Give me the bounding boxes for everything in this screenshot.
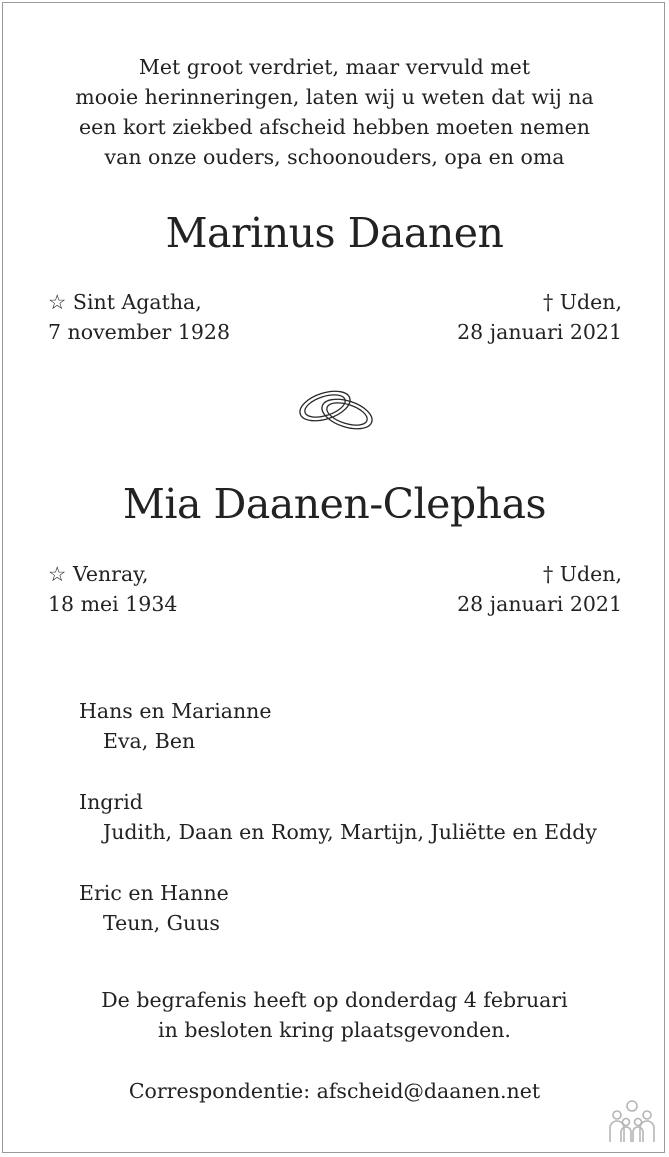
death-place: † Uden, xyxy=(542,290,622,314)
death-place: † Uden, xyxy=(542,562,622,586)
death-date: 28 januari 2021 xyxy=(457,592,622,616)
family-head: Eric en Hanne xyxy=(79,881,229,905)
birth-date: 7 november 1928 xyxy=(48,320,230,344)
family-people-icon xyxy=(606,1098,658,1144)
family-group xyxy=(79,787,639,847)
family-group xyxy=(79,696,639,756)
funeral-line: De begrafenis heeft op donderdag 4 februari xyxy=(101,988,568,1012)
birth-date: 18 mei 1934 xyxy=(48,592,178,616)
intro-line: een kort ziekbed afscheid hebben moeten nemen xyxy=(79,115,590,139)
family-children: Judith, Daan en Romy, Martijn, Juliëtte en Eddy xyxy=(103,820,597,844)
intro-line: Met groot verdriet, maar vervuld met xyxy=(138,55,531,79)
intro-text xyxy=(0,52,669,172)
birth-place: ☆ Venray, xyxy=(48,562,149,586)
intro-line: mooie herinneringen, laten wij u weten dat wij na xyxy=(75,85,594,109)
funeral-notice xyxy=(0,985,669,1045)
death-date: 28 januari 2021 xyxy=(457,320,622,344)
death-info xyxy=(457,559,622,619)
intro-line: van onze ouders, schoonouders, opa en oma xyxy=(104,145,565,169)
deceased-name-1: Marinus Daanen xyxy=(165,209,504,257)
death-info xyxy=(457,287,622,347)
birth-info xyxy=(48,287,230,347)
deceased-name-2: Mia Daanen-Clephas xyxy=(122,480,547,528)
family-list xyxy=(79,696,639,969)
family-head: Ingrid xyxy=(79,790,143,814)
family-group xyxy=(79,878,639,938)
wedding-rings-icon xyxy=(295,385,379,435)
funeral-line: in besloten kring plaatsgevonden. xyxy=(158,1018,511,1042)
family-head: Hans en Marianne xyxy=(79,699,272,723)
family-children: Eva, Ben xyxy=(103,729,196,753)
birth-info xyxy=(48,559,177,619)
birth-place: ☆ Sint Agatha, xyxy=(48,290,202,314)
correspondence-address: Correspondentie: afscheid@daanen.net xyxy=(128,1079,541,1103)
family-children: Teun, Guus xyxy=(103,911,220,935)
